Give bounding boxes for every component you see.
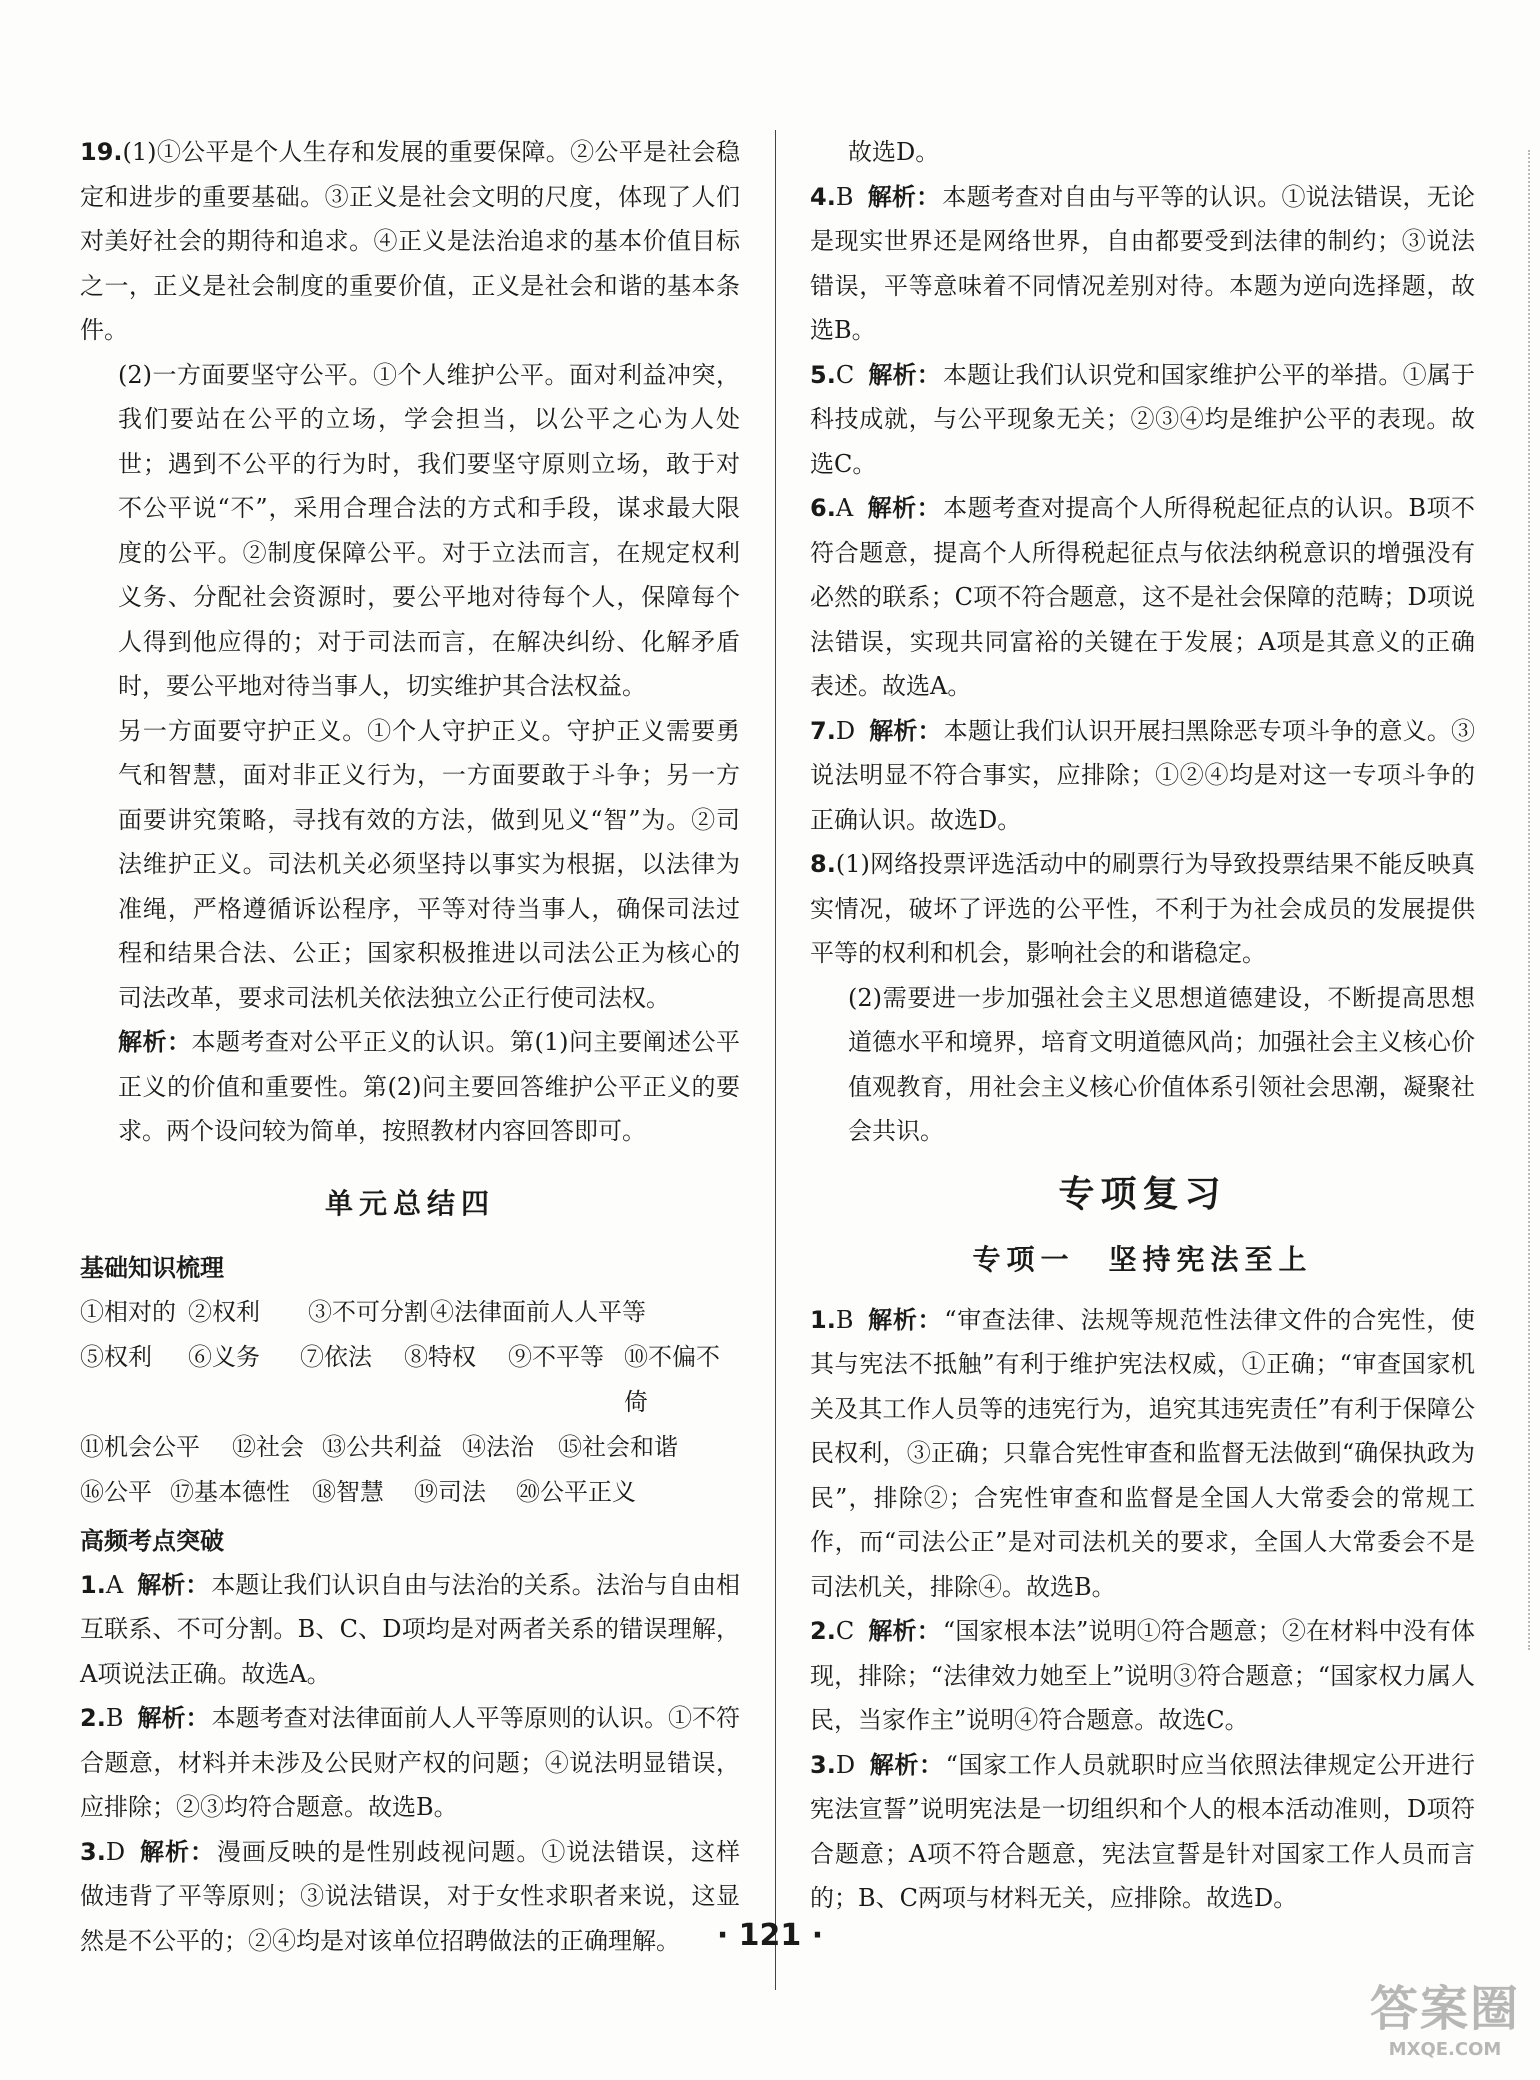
knowledge-item: ⑪机会公平: [80, 1432, 200, 1461]
answer-item-2: 2.B 解析：本题考查对法律面前人人平等原则的认识。①不符合题意，材料并未涉及公民财产权的问题；④说法明显错误，应排除；②③均符合题意。故选B。: [80, 1703, 741, 1821]
knowledge-item: ⑥义务: [188, 1342, 260, 1371]
knowledge-item: ④法律面前人人平等: [430, 1297, 646, 1326]
frequent-points-heading: 高频考点突破: [80, 1526, 224, 1555]
question-19: [80, 130, 740, 1154]
knowledge-item: ⑫社会: [232, 1432, 304, 1461]
answer-item-6: 6.A 解析：本题考查对提高个人所得税起征点的认识。B项不符合题意，提高个人所得税起征点与依法纳税意识的增强没有必然的联系；C项不符合题意，这不是社会保障的范畴；D项说法错误，实现共同富裕的关键在于发展；A项是其意义的正确表述。故选A。: [810, 493, 1475, 700]
knowledge-item: ⑦依法: [300, 1342, 372, 1371]
knowledge-item: ⑤权利: [80, 1342, 152, 1371]
knowledge-answers: [80, 1290, 740, 1335]
left-column: [80, 130, 740, 1963]
special-answer-2: 2.C 解析：“国家根本法”说明①符合题意；②在材料中没有体现，排除；“法律效力她至上”说明③符合题意；“国家权力属人民，当家作主”说明④符合题意。故选C。: [810, 1616, 1475, 1734]
basic-knowledge-heading: 基础知识梳理: [80, 1253, 224, 1282]
q19-part1: 19.(1)①公平是个人生存和发展的重要保障。②公平是社会稳定和进步的重要基础。③正义是社会文明的尺度，体现了人们对美好社会的期待和追求。④正义是法治追求的基本价值目标之一，正义是社会制度的重要价值，正义是社会和谐的基本条件。: [80, 138, 740, 344]
special-answer-1: 1.B 解析：“审查法律、法规等规范性法律文件的合宪性，使其与宪法不抵触”有利于维护宪法权威，①正确；“审查国家机关及其工作人员等的违宪行为，追究其违宪责任”有利于保障公民权利，③正确；只靠合宪性审查和监督无法做到“确保执政为民”，排除②；合宪性审查和监督是全国人大常委会的常规工作，而“司法公正”是对司法机关的要求，全国人大常委会不是司法机关，排除④。故选B。: [810, 1304, 1475, 1601]
page-number: · 121 ·: [716, 1918, 824, 1953]
column-divider: [775, 130, 776, 1990]
knowledge-item: ③不可分割: [308, 1297, 428, 1326]
q19-part3: 另一方面要守护正义。①个人守护正义。守护正义需要勇气和智慧，面对非正义行为，一方面要敢于斗争；另一方面要讲究策略，寻找有效的方法，做到见义“智”为。②司法维护正义。司法机关必须坚持以事实为根据，以法律为准绳，严格遵循诉讼程序，平等对待当事人，确保司法过程和结果合法、公正；国家积极推进以司法公正为核心的司法改革，要求司法机关依法独立公正行使司法权。: [118, 716, 740, 1012]
edge-dotted-line: [1528, 150, 1530, 1650]
continuation-text: 故选D。: [848, 138, 940, 166]
knowledge-item: ⑲司法: [414, 1477, 486, 1506]
special-answer-3: 3.D 解析：“国家工作人员就职时应当依照法律规定公开进行宪法宣誓”说明宪法是一切组织和个人的根本活动准则，D项符合题意；A项不符合题意，宪法宣誓是针对国家工作人员而言的；B、C两项与材料无关，应排除。故选D。: [810, 1749, 1475, 1912]
right-column: [810, 130, 1475, 1921]
knowledge-item: ⑱智慧: [312, 1477, 384, 1506]
knowledge-item: ⑭法治: [462, 1432, 534, 1461]
special-review-title: 专项复习: [1058, 1172, 1227, 1215]
knowledge-answers-row2: [80, 1335, 740, 1425]
knowledge-answers-row4: [80, 1470, 740, 1515]
knowledge-item: ①相对的: [80, 1297, 176, 1326]
unit-summary-title: 单元总结四: [324, 1186, 495, 1220]
answer-item-8-part1: 8.(1)网络投票评选活动中的刷票行为导致投票结果不能反映真实情况，破坏了评选的公平性，不利于为社会成员的发展提供平等的权利和机会，影响社会的和谐稳定。: [810, 850, 1475, 967]
knowledge-item: ⑩不偏不倚: [624, 1342, 720, 1416]
knowledge-item: ⑰基本德性: [170, 1477, 290, 1506]
answer-item-8-part2: (2)需要进一步加强社会主义思想道德建设，不断提高思想道德水平和境界，培育文明道德风尚；加强社会主义核心价值观教育，用社会主义核心价值体系引领社会思潮，凝聚社会共识。: [848, 983, 1475, 1145]
answer-item-5: 5.C 解析：本题让我们认识党和国家维护公平的举措。①属于科技成就，与公平现象无关；②③④均是维护公平的表现。故选C。: [810, 359, 1476, 478]
answer-item-4: 4.B 解析：本题考查对自由与平等的认识。①说法错误，无论是现实世界还是网络世界，自由都要受到法律的制约；③说法错误，平等意味着不同情况差别对待。本题为逆向选择题，故选B。: [810, 181, 1476, 344]
q19-analysis: 解析：本题考查对公平正义的认识。第(1)问主要阐述公平正义的价值和重要性。第(2)问主要回答维护公平正义的要求。两个设问较为简单，按照教材内容回答即可。: [118, 1027, 740, 1145]
watermark-url: MXQE.COM: [1388, 2039, 1502, 2060]
knowledge-item: ⑬公共利益: [322, 1432, 442, 1461]
knowledge-answers-row3: [80, 1425, 740, 1470]
knowledge-item: ⑮社会和谐: [558, 1432, 678, 1461]
knowledge-item: ⑯公平: [80, 1477, 152, 1506]
answer-item-7: 7.D 解析：本题让我们认识开展扫黑除恶专项斗争的意义。③说法明显不符合事实，应排除；①②④均是对这一专项斗争的正确认识。故选D。: [810, 715, 1476, 834]
q19-part2: (2)一方面要坚守公平。①个人维护公平。面对利益冲突，我们要站在公平的立场，学会担当，以公平之心为人处世；遇到不公平的行为时，我们要坚守原则立场，敢于对不公平说“不”，采用合理合法的方式和手段，谋求最大限度的公平。②制度保障公平。对于立法而言，在规定权利义务、分配社会资源时，要公平地对待每个人，保障每个人得到他应得的；对于司法而言，在解决纠纷、化解矛盾时，要公平地对待当事人，切实维护其合法权益。: [118, 360, 740, 700]
watermark-logo: [1370, 1970, 1520, 2060]
knowledge-item: ⑳公平正义: [516, 1477, 636, 1506]
knowledge-item: ⑧特权: [404, 1342, 476, 1371]
knowledge-item: ②权利: [188, 1297, 260, 1326]
answer-item-3: 3.D 解析：漫画反映的是性别歧视问题。①说法错误，这样做违背了平等原则；③说法错误，对于女性求职者来说，这显然是不公平的；②④均是对该单位招聘做法的正确理解。: [80, 1836, 741, 1955]
special-one-title: 专项一 坚持宪法至上: [972, 1242, 1313, 1276]
knowledge-item: ⑨不平等: [508, 1342, 604, 1371]
answer-item-1: 1.A 解析：本题让我们认识自由与法治的关系。法治与自由相互联系、不可分割。B、C、D项均是对两者关系的错误理解，A项说法正确。故选A。: [80, 1569, 741, 1688]
watermark-text: 答案圈: [1369, 1981, 1520, 2037]
